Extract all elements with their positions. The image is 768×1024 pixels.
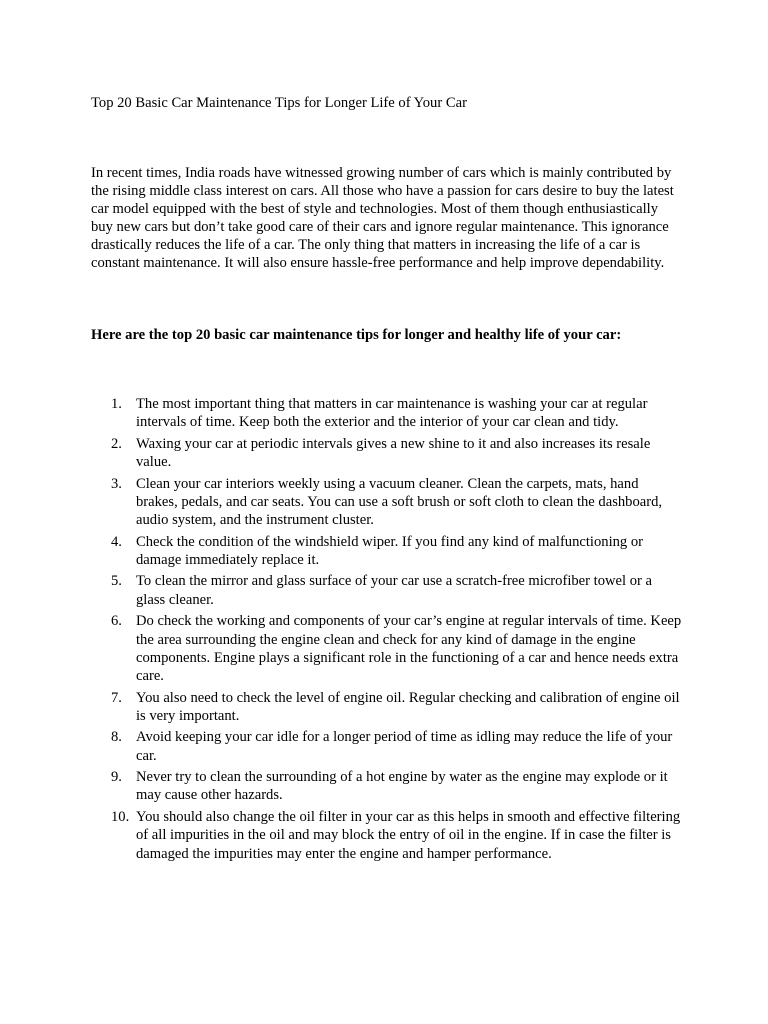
tip-item [91, 689, 683, 726]
tip-number: 6. [111, 613, 122, 630]
tip-item [91, 435, 683, 472]
tips-list [91, 395, 683, 866]
tip-number: 3. [111, 475, 122, 492]
tip-text: To clean the mirror and glass surface of your car use a scratch-free microfiber towel or a glass cleaner. [136, 573, 653, 608]
tip-text: You should also change the oil filter in your car as this helps in smooth and effective filtering of all impurities in the oil and may block the entry of oil in the engine. If in case the filter is damaged the impurities may enter the engine and hamper performance. [136, 808, 681, 862]
tip-item [91, 572, 683, 609]
tip-number: 4. [111, 533, 122, 550]
tip-number: 9. [111, 769, 122, 786]
tip-number: 5. [111, 573, 122, 590]
tip-text: Check the condition of the windshield wiper. If you find any kind of malfunctioning or damage immediately replace it. [136, 533, 644, 568]
tip-number: 7. [111, 689, 122, 706]
tip-text: Never try to clean the surrounding of a hot engine by water as the engine may explode or it may cause other hazards. [136, 769, 668, 804]
tip-number: 1. [111, 396, 122, 412]
tip-item [91, 612, 683, 685]
document-title: Top 20 Basic Car Maintenance Tips for Longer Life of Your Car [91, 95, 467, 111]
tip-number: 8. [111, 729, 122, 746]
tip-text: Clean your car interiors weekly using a vacuum cleaner. Clean the carpets, mats, hand brakes, pedals, and car seats. You can use a soft brush or soft cloth to clean the dashboard, audio system, and the instrument cluster. [136, 475, 663, 529]
tip-text: The most important thing that matters in car maintenance is washing your car at regular intervals of time. Keep both the exterior and the interior of your car clean and tidy. [136, 396, 648, 431]
tip-item [91, 475, 683, 530]
tips-subheading: Here are the top 20 basic car maintenance tips for longer and healthy life of your car: [91, 327, 622, 343]
tip-text: You also need to check the level of engine oil. Regular checking and calibration of engine oil is very important. [136, 689, 680, 724]
tip-item [91, 728, 683, 765]
tip-text: Do check the working and components of your car’s engine at regular intervals of time. Keep the area surrounding the engine clean and check for any kind of damage in the engine components. Engine plays a significant role in the functioning of a car and hence needs extra care. [136, 613, 682, 685]
tip-text: Avoid keeping your car idle for a longer period of time as idling may reduce the life of your car. [136, 729, 673, 764]
tip-item [91, 768, 683, 805]
intro-paragraph: In recent times, India roads have witnessed growing number of cars which is mainly contributed by the rising middle class interest on cars. All those who have a passion for cars desire to buy the latest car model equipped with the best of style and technologies. Most of them though enthusiastically buy new cars but don’t take good care of their cars and ignore regular maintenance. This ignorance drastically reduces the life of a car. The only thing that matters in increasing the life of a car is constant maintenance. It will also ensure hassle-free performance and help improve dependability. [91, 165, 674, 271]
tip-number: 2. [111, 435, 122, 452]
tip-text: Waxing your car at periodic intervals gives a new shine to it and also increases its resale value. [136, 435, 651, 471]
tip-item [91, 533, 683, 570]
tip-item [91, 395, 683, 432]
tip-item [91, 808, 683, 863]
tip-number: 10. [111, 808, 130, 825]
